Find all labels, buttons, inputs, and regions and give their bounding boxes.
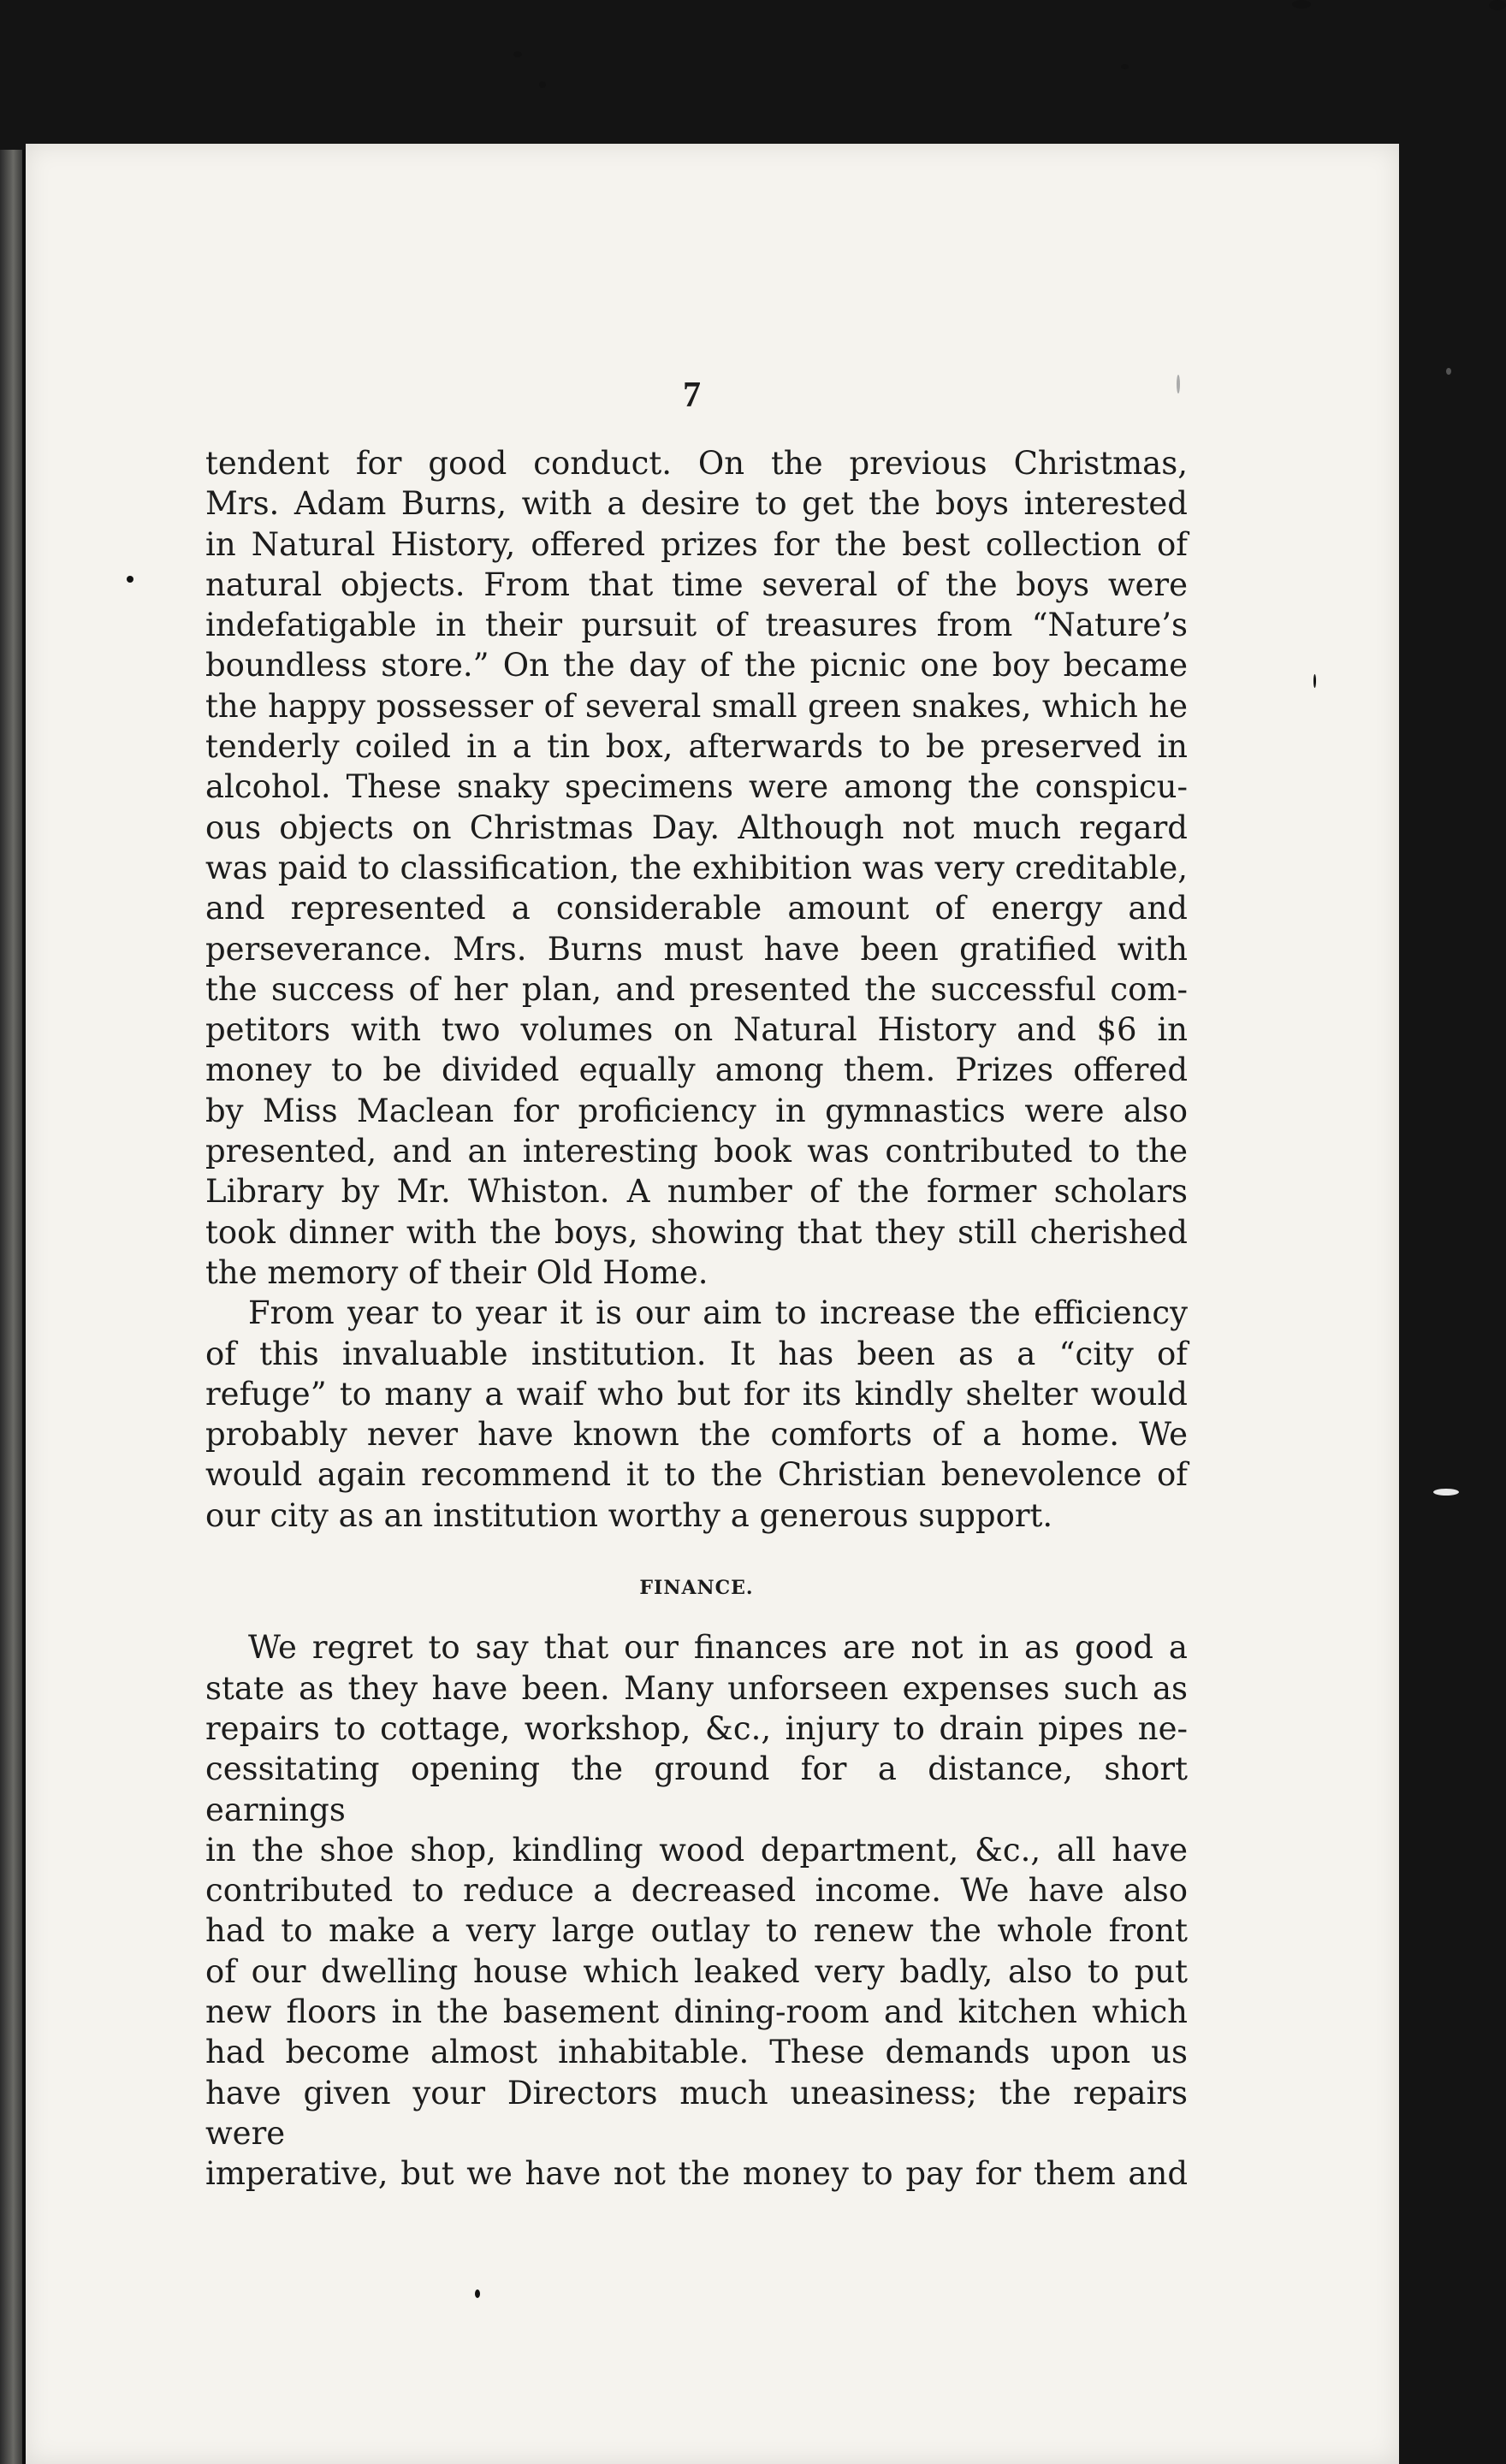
previous-page-edge [0,150,22,2464]
text-line: our city as an institution worthy a generous support. [205,1496,1053,1534]
text-line: had become almost inhabitable. These demands upon us [205,2034,1188,2071]
text-line: by Miss Maclean for proficiency in gymnastics were also [205,1092,1188,1129]
text-line: new floors in the basement dining-room and kitchen which [205,1993,1188,2030]
text-line: the happy possesser of several small green snakes, which he [205,687,1188,725]
text-line: Mrs. Adam Burns, with a desire to get the boys interested [205,485,1188,523]
text-line: perseverance. Mrs. Burns must have been gratified with [205,930,1188,968]
document-page [26,144,1399,2464]
page-number: 7 [683,376,701,415]
text-line: had to make a very large outlay to renew the whole front [205,1912,1188,1950]
text-line: was paid to classification, the exhibition was very creditable, [205,849,1188,886]
text-line: presented, and an interesting book was contributed to the [205,1133,1188,1170]
text-line: alcohol. These snaky specimens were among the conspicu- [205,768,1188,806]
text-line: have given your Directors much uneasiness; the repairs were [205,2074,1188,2152]
text-line: and represented a considerable amount of energy and [205,890,1188,927]
text-line: took dinner with the boys, showing that they still cherished [205,1213,1188,1251]
text-line: state as they have been. Many unforseen expenses such as [205,1669,1188,1707]
text-line: of our dwelling house which leaked very badly, also to put [205,1952,1188,1990]
text-line: petitors with two volumes on Natural History and $6 in [205,1011,1188,1049]
text-line: natural objects. From that time several of the boys were [205,566,1188,603]
paragraph-picnic [205,443,1188,1293]
text-line: indefatigable in their pursuit of treasures from “Nature’s [205,607,1188,644]
paragraph-institution [205,1293,1188,1536]
text-line: We regret to say that our finances are not in as good a [248,1629,1188,1667]
text-line: would again recommend it to the Christian benevolence of [205,1456,1188,1494]
text-line: refuge” to many a waif who but for its kindly shelter would [205,1375,1188,1413]
text-line: in the shoe shop, kindling wood department, &c., all have [205,1831,1188,1869]
paragraph-finance [205,1627,1188,2194]
text-line: probably never have known the comforts of a home. We [205,1416,1188,1454]
text-line: tenderly coiled in a tin box, afterwards to be preserved in [205,728,1188,766]
text-line: contributed to reduce a decreased income. We have also [205,1872,1188,1910]
text-line: repairs to cottage, workshop, &c., injury to drain pipes ne- [205,1709,1188,1747]
section-heading-finance: FINANCE. [639,1577,754,1600]
text-line: the success of her plan, and presented the successful com- [205,970,1188,1008]
text-line: of this invaluable institution. It has been as a “city of [205,1335,1188,1372]
text-line: in Natural History, offered prizes for the best collection of [205,525,1188,563]
text-line: boundless store.” On the day of the picnic one boy became [205,647,1188,684]
text-line: money to be divided equally among them. Prizes offered [205,1051,1188,1089]
text-line: ous objects on Christmas Day. Although not much regard [205,808,1188,846]
text-line: tendent for good conduct. On the previous Christmas, [205,445,1188,482]
text-line: From year to year it is our aim to increase the efficiency [248,1294,1188,1332]
text-line: the memory of their Old Home. [205,1253,709,1291]
text-line: imperative, but we have not the money to pay for them and [205,2155,1188,2193]
text-line: Library by Mr. Whiston. A number of the former scholars [205,1173,1188,1211]
text-line: cessitating opening the ground for a distance, short earnings [205,1750,1188,1828]
page-body [205,443,1188,2194]
